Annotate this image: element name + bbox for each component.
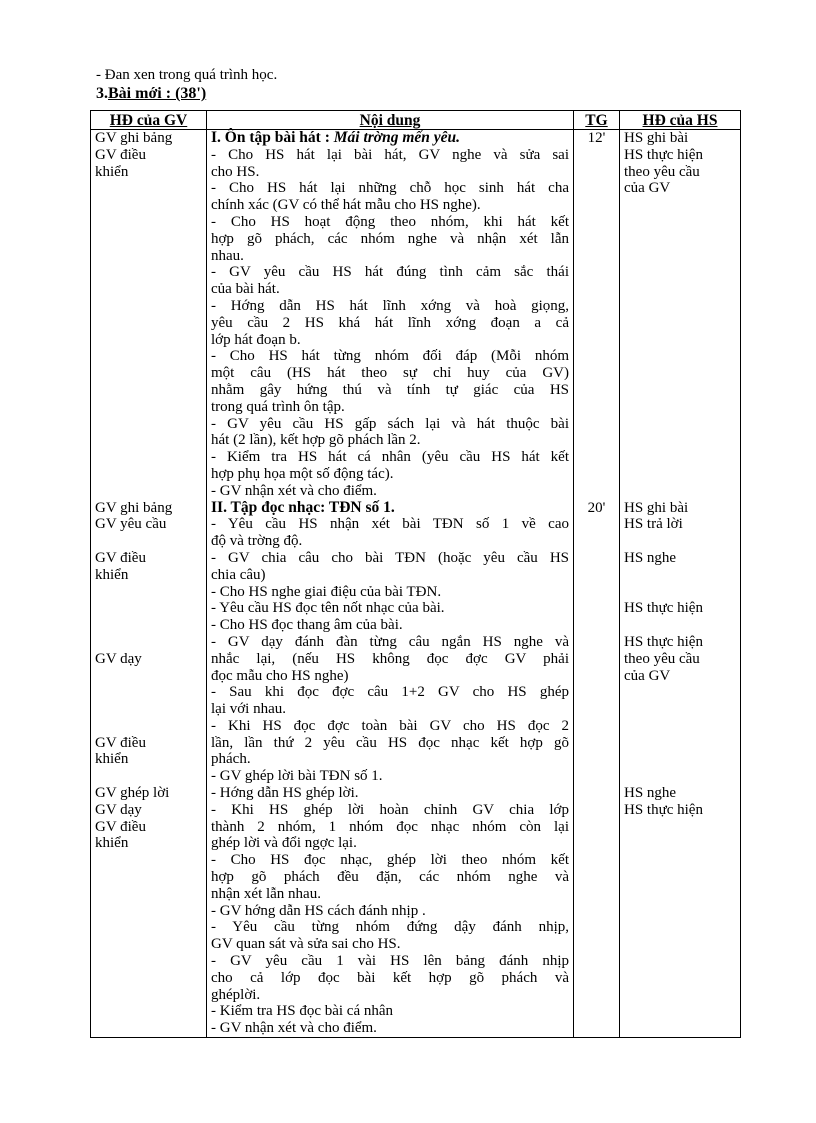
content-line: thành 2 nhóm, 1 nhóm đọc nhạc nhóm còn lại bbox=[211, 818, 569, 835]
content-line: độ và trờng độ. bbox=[211, 533, 303, 550]
intro-line: - Đan xen trong quá trình học. bbox=[96, 67, 278, 83]
table-row-section-2 bbox=[91, 500, 741, 1038]
content-line: - Kiểm tra HS hát cá nhân (yêu cầu HS hát kết bbox=[211, 449, 569, 466]
content-line: ghéplời. bbox=[211, 986, 261, 1003]
content-cell bbox=[207, 130, 574, 500]
table-header-row bbox=[91, 111, 741, 130]
content-line: - Sau khi đọc đợc câu 1+2 GV cho HS ghép bbox=[211, 684, 569, 701]
hs-line: HS ghi bài bbox=[624, 130, 689, 146]
gv-activity-cell bbox=[91, 500, 207, 1038]
content-line: - GV chia câu cho bài TĐN (hoặc yêu cầu HS bbox=[211, 549, 569, 566]
content-line: - Cho HS đọc nhạc, ghép lời theo nhóm kết bbox=[211, 852, 569, 869]
content-line: chia câu) bbox=[211, 566, 266, 583]
content-line: - Cho HS đọc thang âm của bài. bbox=[211, 617, 403, 634]
content-line: - GV hớng dẫn HS cách đánh nhịp . bbox=[211, 902, 426, 919]
gv-line: GV điều bbox=[95, 734, 146, 751]
gv-line: GV ghi bảng bbox=[95, 130, 173, 146]
hs-line: HS thực hiện bbox=[624, 633, 703, 650]
content-line: - Cho HS hát lại những chỗ học sinh hát cha bbox=[211, 180, 569, 197]
content-line: một câu (HS hát theo sự chỉ huy của GV) bbox=[211, 365, 569, 382]
hs-line: HS thực hiện bbox=[624, 146, 703, 163]
content-line: chính xác (GV có thể hát mẫu cho HS nghe). bbox=[211, 197, 481, 214]
content-line: - GV yêu cầu HS gấp sách lại và hát thuộc bài bbox=[211, 415, 569, 432]
hs-line: HS nghe bbox=[624, 549, 677, 566]
content-line: - Khi HS ghép lời hoàn chỉnh GV chia lớp bbox=[211, 801, 569, 818]
content-line: nhắc lại, (nếu HS không đọc đợc GV phải bbox=[211, 650, 569, 667]
gv-line: GV yêu cầu bbox=[95, 516, 167, 533]
gv-line: GV dạy bbox=[95, 801, 142, 818]
content-line: cho cả lớp đọc bài kết hợp gõ phách và bbox=[211, 969, 569, 986]
gv-line: khiển bbox=[95, 751, 129, 768]
content-line: - Yêu cầu HS đọc tên nốt nhạc của bài. bbox=[211, 600, 445, 617]
gv-line: khiển bbox=[95, 566, 129, 583]
content-line: - Hớng dẫn HS ghép lời. bbox=[211, 785, 359, 802]
gv-line: khiển bbox=[95, 835, 129, 852]
content-line: hợp gõ phách đều đặn, các nhóm nghe và bbox=[211, 869, 569, 886]
time-cell: 20' bbox=[574, 500, 620, 1038]
section-2-title: II. Tập đọc nhạc: TĐN số 1. bbox=[211, 498, 395, 516]
content-line: - GV yêu cầu 1 vài HS lên bảng đánh nhịp bbox=[211, 953, 569, 970]
content-line: trong quá trình ôn tập. bbox=[211, 398, 345, 415]
table-row-section-1 bbox=[91, 130, 741, 500]
content-line: - Hớng dẫn HS hát lĩnh xớng và hoà giọng, bbox=[211, 297, 569, 314]
content-line: - GV ghép lời bài TĐN số 1. bbox=[211, 768, 383, 785]
hs-line: theo yêu cầu bbox=[624, 163, 700, 180]
content-line: phách. bbox=[211, 751, 251, 768]
content-line: hợp gõ phách, các nhóm nghe và nhận xét lẫn bbox=[211, 230, 569, 247]
content-line: lớp hát đoạn b. bbox=[211, 331, 301, 348]
section-title: Bài mới : (38') bbox=[108, 85, 207, 102]
lesson-plan-table bbox=[90, 110, 741, 1038]
content-line: của bài hát. bbox=[211, 281, 280, 298]
content-line: hát (2 lần), kết hợp gõ phách lần 2. bbox=[211, 432, 421, 449]
content-line: - GV nhận xét và cho điểm. bbox=[211, 1020, 377, 1037]
content-line: - GV nhận xét và cho điểm. bbox=[211, 482, 377, 499]
section-number: 3. bbox=[96, 85, 108, 102]
song-title: Mái trờng mến yêu. bbox=[333, 129, 461, 146]
hs-line: HS ghi bài bbox=[624, 499, 689, 516]
gv-line: GV ghép lời bbox=[95, 785, 170, 802]
hs-line: HS nghe bbox=[624, 785, 677, 802]
gv-line: GV điều bbox=[95, 549, 146, 566]
content-line: - Cho HS hát từng nhóm đối đáp (Mỗi nhóm bbox=[211, 348, 569, 365]
section-heading bbox=[96, 84, 206, 104]
hs-line: của GV bbox=[624, 180, 671, 197]
gv-line: GV điều bbox=[95, 818, 146, 835]
content-line: lần, lần thứ 2 yêu cầu HS đọc nhạc kết hợp gõ bbox=[211, 734, 569, 751]
gv-line: GV dạy bbox=[95, 650, 142, 667]
header-time: TG bbox=[574, 111, 620, 130]
content-line: - GV dạy đánh đàn từng câu ngắn HS nghe và bbox=[211, 633, 569, 650]
gv-activity-cell bbox=[91, 130, 207, 500]
hs-line: theo yêu cầu bbox=[624, 650, 700, 667]
content-line: - Yêu cầu từng nhóm đứng dậy đánh nhịp, bbox=[211, 919, 569, 936]
content-line: đọc mẫu cho HS nghe) bbox=[211, 667, 349, 684]
content-line: - Cho HS hát lại bài hát, GV nghe và sửa sai bbox=[211, 146, 569, 163]
hs-line: HS trả lời bbox=[624, 516, 683, 533]
gv-line: GV điều bbox=[95, 146, 146, 163]
content-line: - Yêu cầu HS nhận xét bài TĐN số 1 về cao bbox=[211, 516, 569, 533]
content-line: nhận xét lẫn nhau. bbox=[211, 885, 321, 902]
gv-line: GV ghi bảng bbox=[95, 499, 173, 516]
content-line: nhằm gây hứng thú và tính tự giác của HS bbox=[211, 381, 569, 398]
content-line: ghép lời và đổi ngợc lại. bbox=[211, 835, 357, 852]
content-line: - Khi HS đọc đợc toàn bài GV cho HS đọc 2 bbox=[211, 717, 569, 734]
content-line: lại với nhau. bbox=[211, 701, 286, 718]
gv-line: khiển bbox=[95, 163, 129, 180]
content-line: - Cho HS hoạt động theo nhóm, khi hát kết bbox=[211, 213, 569, 230]
content-cell bbox=[207, 500, 574, 1038]
header-content: Nội dung bbox=[207, 111, 574, 130]
header-hs-activity: HĐ của HS bbox=[620, 111, 741, 130]
content-line: - Cho HS nghe giai điệu của bài TĐN. bbox=[211, 583, 442, 600]
hs-line: của GV bbox=[624, 667, 671, 684]
content-line: nhau. bbox=[211, 247, 244, 264]
hs-activity-cell bbox=[620, 500, 741, 1038]
time-cell: 12' bbox=[574, 130, 620, 500]
content-line: hợp phụ họa một số động tác). bbox=[211, 465, 394, 482]
content-line: - Kiểm tra HS đọc bài cá nhân bbox=[211, 1003, 394, 1020]
header-gv-activity: HĐ của GV bbox=[91, 111, 207, 130]
hs-line: HS thực hiện bbox=[624, 600, 703, 617]
section-1-title: I. Ôn tập bài hát : Mái trờng mến yêu. bbox=[211, 129, 461, 146]
content-line: cho HS. bbox=[211, 163, 260, 180]
hs-line: HS thực hiện bbox=[624, 801, 703, 818]
hs-activity-cell bbox=[620, 130, 741, 500]
content-line: GV quan sát và sửa sai cho HS. bbox=[211, 936, 401, 953]
content-line: - GV yêu cầu HS hát đúng tình cảm sắc thái bbox=[211, 264, 569, 281]
content-line: yêu cầu 2 HS khá hát lĩnh xớng đoạn a cả bbox=[211, 314, 569, 331]
